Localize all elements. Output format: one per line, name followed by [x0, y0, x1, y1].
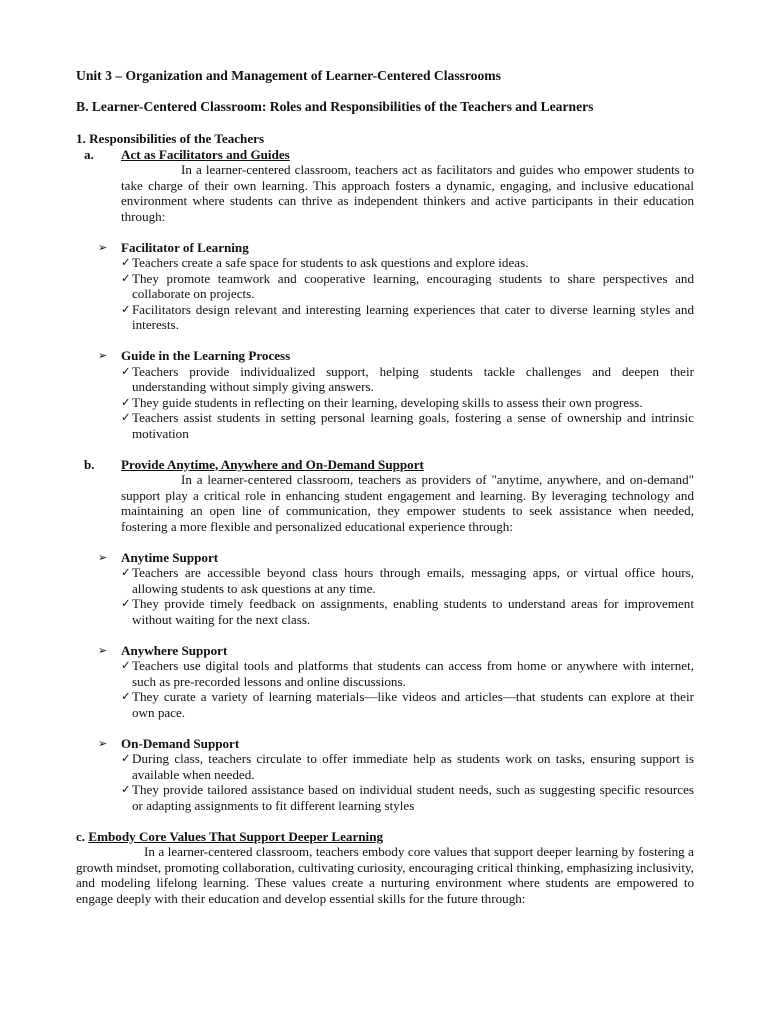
- list-item: ✓ Teachers assist students in setting personal learning goals, fostering a sense of ownership and intrinsic motivation: [121, 410, 694, 441]
- paragraph-c-text: In a learner-centered classroom, teachers embody core values that support deeper learning by fostering a growth mindset, promoting collaboration, cultivating curiosity, encouraging critical thinking, emphasizing inclusivity, and modeling lifelong learning. These values create a nurturing environment where students are empowered to engage deeply with their education and develop essential skills for the future through:: [76, 844, 694, 906]
- arrow-bullet-icon: ➢: [98, 643, 108, 657]
- heading-b-text: Provide Anytime, Anywhere and On-Demand Support: [121, 456, 424, 472]
- unit-title: Unit 3 – Organization and Management of Learner-Centered Classrooms: [76, 68, 501, 83]
- arrow-bullet-icon: ➢: [98, 736, 108, 750]
- checkmark-icon: ✓: [121, 410, 131, 424]
- document-body: [76, 131, 694, 906]
- checkmark-icon: ✓: [121, 363, 131, 378]
- heading-a-marker: a.: [84, 146, 94, 162]
- checkmark-icon: ✓: [121, 301, 131, 316]
- list-item: ✓ They provide timely feedback on assignments, enabling students to understand areas for improvement without waiting for the next class.: [121, 596, 694, 627]
- checkmark-icon: ✓: [121, 689, 131, 703]
- group-title: Guide in the Learning Process: [121, 348, 291, 363]
- checkmark-icon: ✓: [121, 658, 131, 672]
- paragraph-a: [76, 162, 694, 224]
- checkmark-icon: ✓: [121, 751, 131, 765]
- list-item: ✓ Teachers are accessible beyond class hours through emails, messaging apps, or virtual office hours, allowing students to ask questions at any time.: [121, 565, 694, 596]
- list-item: ✓ They guide students in reflecting on their learning, developing skills to assess their own progress.: [121, 394, 643, 410]
- heading-b: [76, 457, 694, 473]
- checkmark-icon: ✓: [121, 782, 131, 796]
- subsection-title: 1. Responsibilities of the Teachers: [76, 131, 265, 146]
- heading-c: [76, 829, 694, 845]
- checkmark-icon: ✓: [121, 596, 131, 610]
- group-title: Anytime Support: [121, 549, 219, 565]
- group-anytime-support: [76, 550, 694, 566]
- heading-b-marker: b.: [84, 456, 95, 472]
- list-item: ✓ They provide tailored assistance based on individual student needs, such as suggesting specific resources or adapting assignments to fit different learning styles: [121, 782, 694, 813]
- list-item: ✓ They curate a variety of learning materials—like videos and articles—that students can explore at their own pace.: [121, 689, 694, 720]
- group-title: Facilitator of Learning: [121, 239, 249, 255]
- group-title: On-Demand Support: [121, 735, 240, 751]
- checkmark-icon: ✓: [121, 255, 131, 269]
- arrow-bullet-icon: ➢: [98, 240, 108, 254]
- heading-a: [76, 147, 694, 163]
- list-item: ✓ Facilitators design relevant and interesting learning experiences that cater to diverse learning styles and interests.: [121, 301, 694, 332]
- heading-c-marker: c.: [76, 828, 86, 844]
- checkmark-icon: ✓: [121, 394, 131, 409]
- list-item: ✓ They promote teamwork and cooperative learning, encouraging students to share perspectives and collaborate on projects.: [121, 270, 694, 301]
- checkmark-icon: ✓: [121, 565, 131, 579]
- checkmark-icon: ✓: [121, 270, 131, 285]
- arrow-bullet-icon: ➢: [98, 550, 108, 564]
- paragraph-a-text: In a learner-centered classroom, teachers act as facilitators and guides who empower students to take charge of their own learning. This approach fosters a dynamic, engaging, and inclusive educational environment where students can thrive as independent thinkers and active participants in their education through:: [121, 162, 694, 224]
- heading-a-text: Act as Facilitators and Guides: [121, 146, 290, 162]
- list-item: ✓ During class, teachers circulate to offer immediate help as students work on tasks, ensuring support is available when needed.: [121, 751, 694, 782]
- paragraph-b: [76, 472, 694, 534]
- group-guide-in-learning: [76, 348, 694, 364]
- section-title: B. Learner-Centered Classroom: Roles and Responsibilities of the Teachers and Learners: [76, 99, 594, 114]
- heading-c-text: Embody Core Values That Support Deeper Learning: [88, 828, 384, 844]
- group-on-demand-support: [76, 736, 694, 752]
- list-item: ✓ Teachers provide individualized support, helping students tackle challenges and deepen their understanding without simply giving answers.: [121, 363, 694, 394]
- arrow-bullet-icon: ➢: [98, 349, 108, 362]
- list-item: ✓ Teachers use digital tools and platforms that students can access from home or anywhere with internet, such as pre-recorded lessons and online discussions.: [121, 658, 694, 689]
- paragraph-b-text: In a learner-centered classroom, teachers as providers of "anytime, anywhere, and on-demand" support play a critical role in enhancing student engagement and learning. By leveraging technology and maintaining an open line of communication, they empower students to seek assistance when needed, fostering a more flexible and personalized educational experience through:: [121, 472, 694, 534]
- group-anywhere-support: [76, 643, 694, 659]
- group-title: Anywhere Support: [121, 642, 228, 658]
- paragraph-c: [76, 844, 694, 906]
- group-facilitator-of-learning: [76, 240, 694, 256]
- list-item: ✓ Teachers create a safe space for students to ask questions and explore ideas.: [121, 255, 529, 270]
